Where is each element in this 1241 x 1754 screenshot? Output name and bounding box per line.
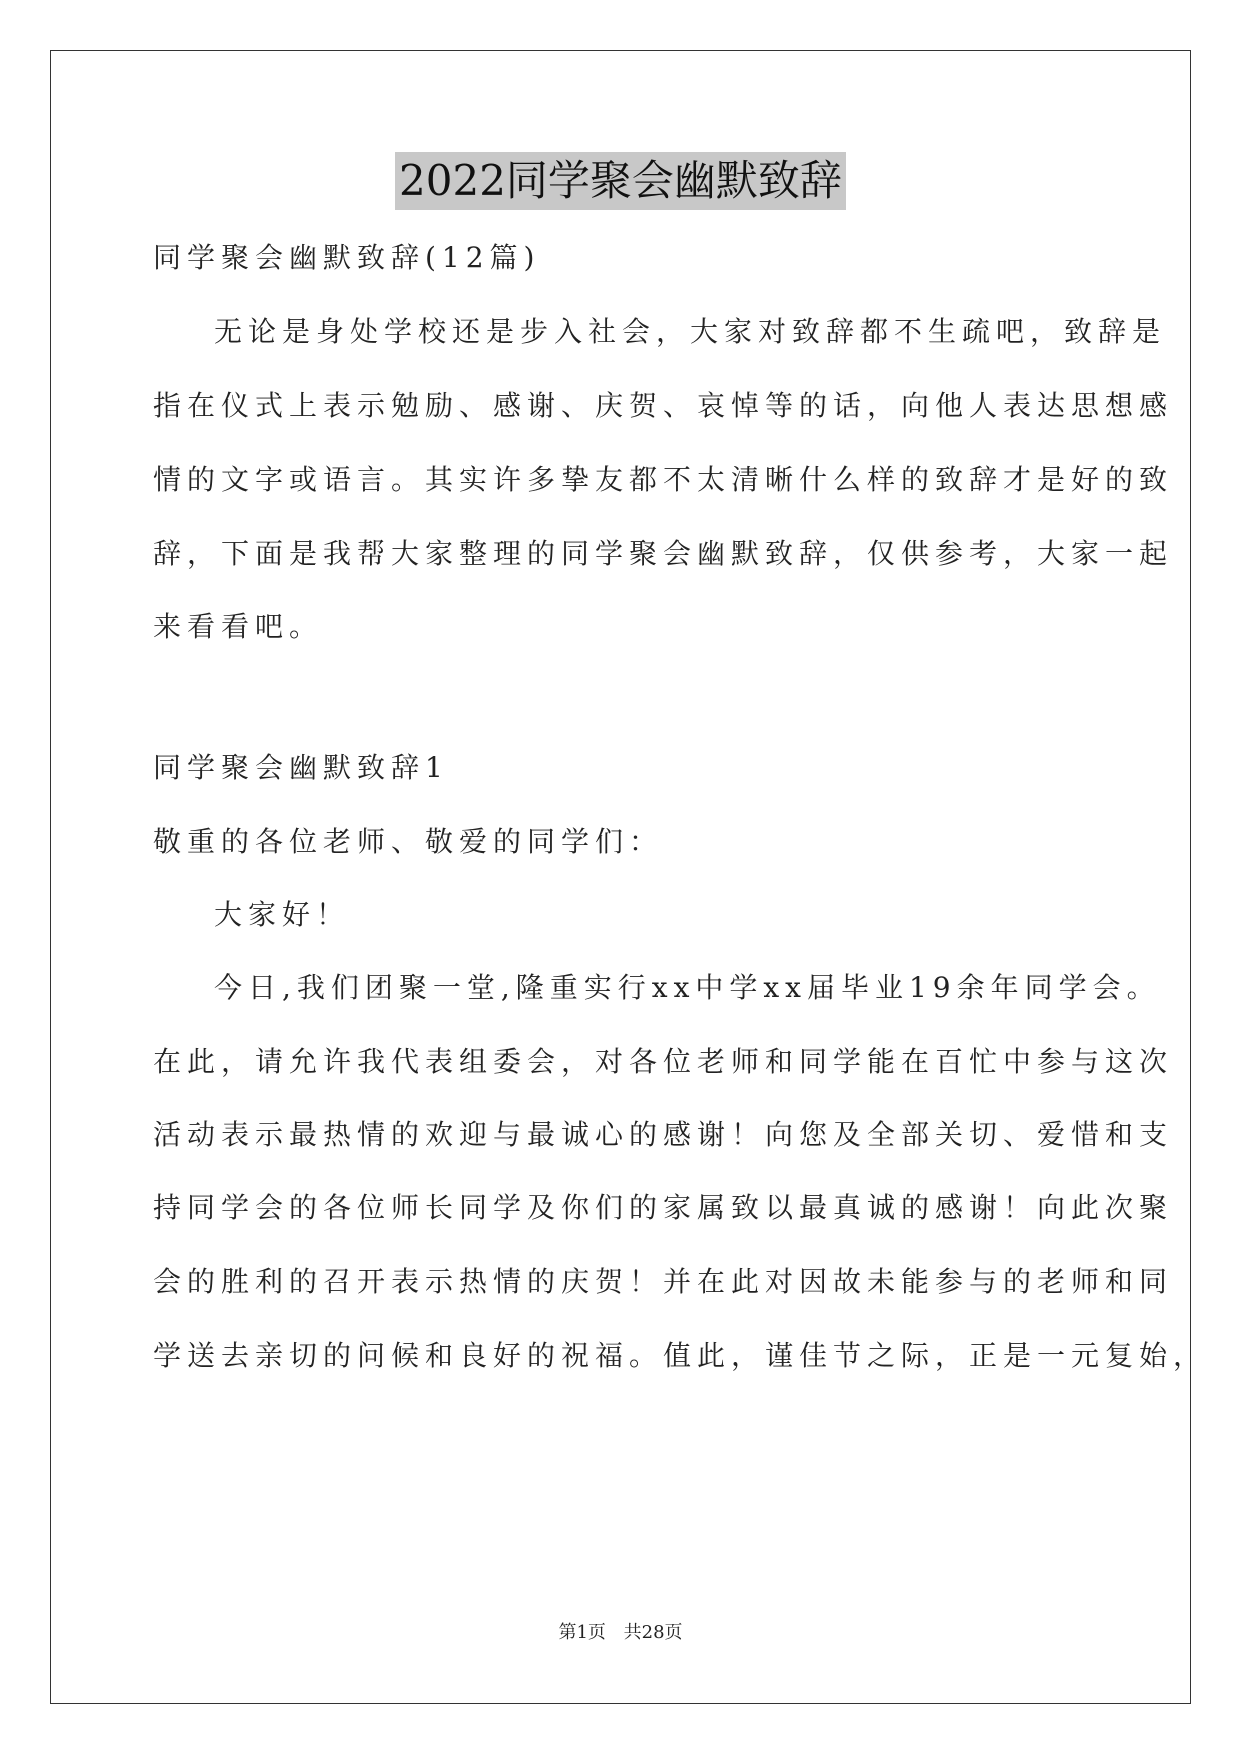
page-footer	[0, 1621, 1241, 1645]
intro-line-1: 无论是身处学校还是步入社会，大家对致辞都不生疏吧，致辞是	[214, 315, 1167, 348]
intro-line-4: 辞，下面是我帮大家整理的同学聚会幽默致辞，仅供参考，大家一起	[153, 537, 1174, 570]
section-heading: 同学聚会幽默致辞1	[153, 751, 449, 784]
body-line-5: 会的胜利的召开表示热情的庆贺！并在此对因故未能参与的老师和同	[153, 1265, 1174, 1298]
intro-line-2: 指在仪式上表示勉励、感谢、庆贺、哀悼等的话，向他人表达思想感	[153, 389, 1174, 422]
intro-line-5: 来看看吧。	[153, 610, 324, 643]
body-line-4: 持同学会的各位师长同学及你们的家属致以最真诚的感谢！向此次聚	[153, 1191, 1174, 1224]
body-line-2: 在此，请允许我代表组委会，对各位老师和同学能在百忙中参与这次	[153, 1045, 1174, 1078]
body-line-1: 今日,我们团聚一堂,隆重实行xx中学xx届毕业19余年同学会。	[214, 971, 1161, 1004]
body-line-6: 学送去亲切的问候和良好的祝福。值此，谨佳节之际，正是一元复始，	[153, 1339, 1208, 1372]
document-title: 2022同学聚会幽默致辞	[395, 152, 846, 210]
intro-line-3: 情的文字或语言。其实许多挚友都不太清晰什么样的致辞才是好的致	[153, 463, 1174, 496]
page-number: 第1页	[558, 1622, 606, 1643]
page-total: 共28页	[623, 1622, 683, 1643]
salutation: 敬重的各位老师、敬爱的同学们：	[153, 825, 664, 858]
greeting: 大家好！	[214, 898, 351, 931]
document-subtitle: 同学聚会幽默致辞(12篇)	[153, 241, 541, 274]
page-border	[50, 50, 1191, 1704]
body-line-3: 活动表示最热情的欢迎与最诚心的感谢！向您及全部关切、爱惜和支	[153, 1118, 1174, 1151]
title-container	[0, 152, 1241, 210]
